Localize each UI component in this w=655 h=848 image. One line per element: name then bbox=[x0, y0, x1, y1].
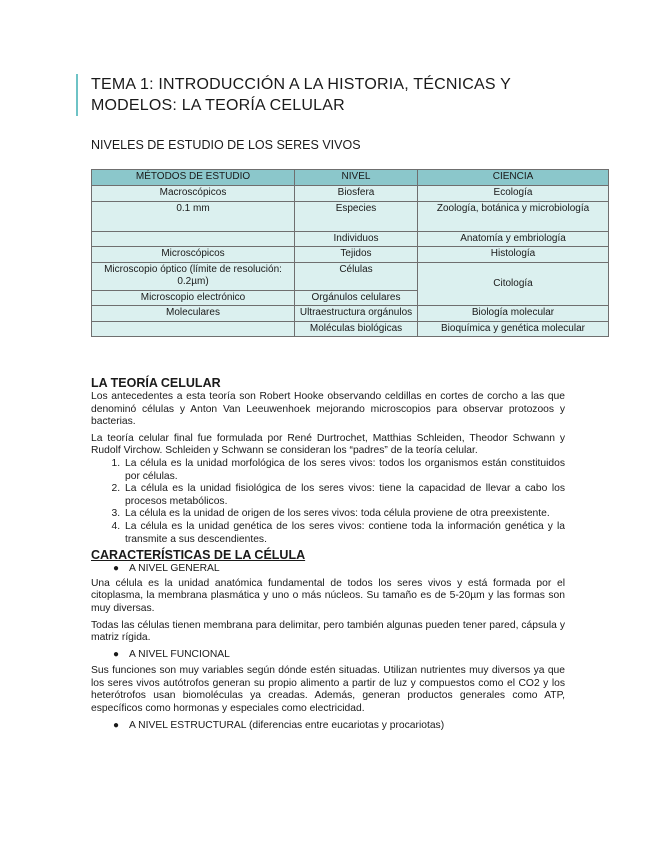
general-paragraph-2: Todas las células tienen membrana para delimitar, pero también algunas pueden tener pared, cápsula y matriz rígida. bbox=[91, 619, 565, 644]
cell-ciencia: Zoología, botánica y microbiología bbox=[418, 201, 609, 231]
cell-ciencia: Bioquímica y genética molecular bbox=[418, 321, 609, 337]
cell-metodo: Moleculares bbox=[92, 306, 295, 322]
bullet-estructural bbox=[91, 720, 565, 733]
cell-nivel: Células bbox=[295, 262, 418, 290]
table-row bbox=[92, 201, 609, 231]
cell-ciencia: Histología bbox=[418, 247, 609, 263]
cell-metodo bbox=[92, 231, 295, 247]
study-levels-table bbox=[91, 169, 609, 337]
table-row bbox=[92, 321, 609, 337]
cell-ciencia: Anatomía y embriología bbox=[418, 231, 609, 247]
cell-metodo: Macroscópicos bbox=[92, 186, 295, 202]
list-item bbox=[113, 648, 565, 662]
bullet-icon: ● bbox=[113, 648, 120, 660]
cell-nivel: Biosfera bbox=[295, 186, 418, 202]
cell-metodo bbox=[92, 321, 295, 337]
cell-ciencia: Biología molecular bbox=[418, 306, 609, 322]
list-item bbox=[113, 719, 565, 733]
cell-nivel: Moléculas biológicas bbox=[295, 321, 418, 337]
header-ciencia: CIENCIA bbox=[418, 170, 609, 186]
teoria-principles-list bbox=[91, 458, 565, 546]
header-nivel: NIVEL bbox=[295, 170, 418, 186]
list-item: 1. La célula es la unidad morfológica de los seres vivos: todos los organismos están constituidos por células. bbox=[123, 458, 565, 483]
bullet-general bbox=[91, 563, 565, 576]
table-header-row bbox=[92, 170, 609, 186]
table-row bbox=[92, 247, 609, 263]
cell-ciencia: Ecología bbox=[418, 186, 609, 202]
title-line-1: TEMA 1: INTRODUCCIÓN A LA HISTORIA, TÉCNICAS Y bbox=[91, 76, 511, 93]
estructural-label: A NIVEL ESTRUCTURAL (diferencias entre eucariotas y procariotas) bbox=[129, 719, 445, 731]
funcional-paragraph-1: Sus funciones son muy variables según dónde estén situadas. Utilizan nutrientes muy diversos ya que los seres vivos autótrofos generan su propio alimento a partir de luz y compuestos como el CO2 y los heterótrofos usan biomoléculas ya creadas. Además, generan productos generales como ATP, específicos como hormonas y especiales como electricidad. bbox=[91, 665, 565, 715]
teoria-paragraph-2: La teoría celular final fue formulada por René Durtrochet, Matthias Schleiden, Theodor Schwann y Rudolf Virchow. Schleiden y Schwann se consideran los “padres” de la teoría celular. bbox=[91, 432, 565, 457]
document-body bbox=[91, 376, 565, 736]
cell-nivel: Especies bbox=[295, 201, 418, 231]
cell-nivel: Ultraestructura orgánulos bbox=[295, 306, 418, 322]
bullet-icon: ● bbox=[113, 719, 120, 731]
title-line-2: MODELOS: LA TEORÍA CELULAR bbox=[91, 97, 345, 114]
caracteristicas-heading: CARACTERÍSTICAS DE LA CÉLULA bbox=[91, 548, 306, 563]
general-paragraph-1: Una célula es la unidad anatómica fundamental de todos los seres vivos y está formada por el citoplasma, la membrana plasmática y uno o más núcleos. Su tamaño es de 5-20µm y las formas son muy diversas. bbox=[91, 577, 565, 614]
list-item: 3. La célula es la unidad de origen de los seres vivos: toda célula proviene de otra preexistente. bbox=[123, 508, 565, 521]
teoria-paragraph-1: Los antecedentes a esta teoría son Robert Hooke observando celdillas en cortes de corcho a las que denominó células y Anton Van Leeuwenhoek mejorando microscopios para observar protozoos y bacterias. bbox=[91, 391, 565, 428]
list-item: 2. La célula es la unidad fisiológica de los seres vivos: tiene la capacidad de llevar a cabo los procesos metabólicos. bbox=[123, 483, 565, 508]
bullet-icon: ● bbox=[113, 563, 120, 575]
general-label: A NIVEL GENERAL bbox=[129, 563, 220, 575]
cell-metodo: 0.1 mm bbox=[92, 201, 295, 231]
cell-nivel: Tejidos bbox=[295, 247, 418, 263]
bullet-funcional bbox=[91, 649, 565, 662]
cell-nivel: Orgánulos celulares bbox=[295, 290, 418, 306]
cell-nivel: Individuos bbox=[295, 231, 418, 247]
list-item bbox=[113, 563, 565, 576]
section-subtitle: NIVELES DE ESTUDIO DE LOS SERES VIVOS bbox=[91, 138, 361, 152]
table-row bbox=[92, 306, 609, 322]
table-row bbox=[92, 231, 609, 247]
cell-metodo: Microscópicos bbox=[92, 247, 295, 263]
table-row bbox=[92, 262, 609, 290]
funcional-label: A NIVEL FUNCIONAL bbox=[129, 648, 230, 660]
cell-metodo: Microscopio óptico (límite de resolución: 0.2µm) bbox=[92, 262, 295, 290]
table-row bbox=[92, 186, 609, 202]
teoria-heading: LA TEORÍA CELULAR bbox=[91, 376, 221, 390]
cell-metodo: Microscopio electrónico bbox=[92, 290, 295, 306]
cell-ciencia: Citología bbox=[418, 262, 609, 306]
list-item: 4. La célula es la unidad genética de los seres vivos: contiene toda la información genética y la transmite a sus descendientes. bbox=[123, 521, 565, 546]
header-metodos: MÉTODOS DE ESTUDIO bbox=[92, 170, 295, 186]
document-title bbox=[76, 74, 611, 116]
